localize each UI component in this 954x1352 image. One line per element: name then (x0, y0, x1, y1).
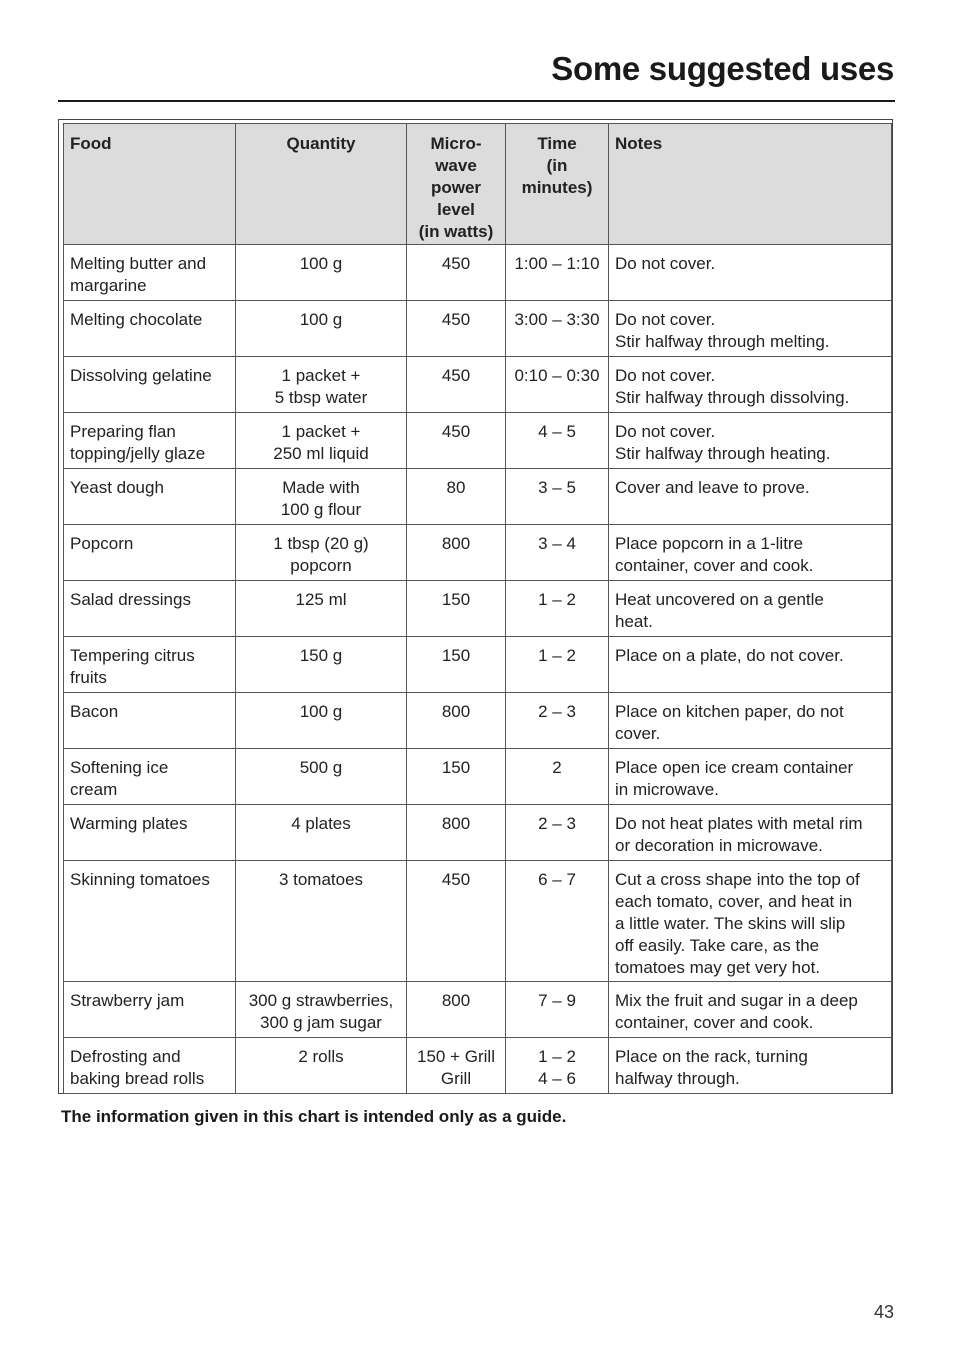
cell-food: Preparing flan topping/jelly glaze (64, 413, 236, 469)
cell-time: 1 – 2 4 – 6 (506, 1038, 609, 1094)
cell-food: Melting butter and margarine (64, 245, 236, 301)
cell-power: 800 (407, 982, 506, 1038)
cell-quantity: Made with 100 g flour (236, 469, 407, 525)
table-row (64, 469, 892, 525)
table-row (64, 749, 892, 805)
cell-time: 2 – 3 (506, 805, 609, 861)
cell-notes: Cover and leave to prove. (609, 469, 892, 525)
cell-food: Salad dressings (64, 581, 236, 637)
cell-food: Defrosting and baking bread rolls (64, 1038, 236, 1094)
cell-food: Bacon (64, 693, 236, 749)
cell-food: Melting chocolate (64, 301, 236, 357)
cell-power: 150 (407, 749, 506, 805)
cell-time: 2 (506, 749, 609, 805)
cell-quantity: 100 g (236, 301, 407, 357)
column-header-food: Food (64, 124, 236, 245)
cell-food: Strawberry jam (64, 982, 236, 1038)
table-row (64, 357, 892, 413)
cell-notes: Place on a plate, do not cover. (609, 637, 892, 693)
suggested-uses-table (63, 123, 892, 1094)
table-row (64, 637, 892, 693)
cell-time: 2 – 3 (506, 693, 609, 749)
cell-quantity: 125 ml (236, 581, 407, 637)
cell-food: Yeast dough (64, 469, 236, 525)
column-header-notes: Notes (609, 124, 892, 245)
cell-power: 450 (407, 413, 506, 469)
cell-time: 6 – 7 (506, 861, 609, 982)
table-row (64, 982, 892, 1038)
cell-power: 450 (407, 357, 506, 413)
table-row (64, 693, 892, 749)
cell-power: 450 (407, 301, 506, 357)
table-row (64, 413, 892, 469)
column-header-power-level: Micro- wave power level (in watts) (407, 124, 506, 245)
table-row (64, 1038, 892, 1094)
cell-quantity: 2 rolls (236, 1038, 407, 1094)
cell-time: 1 – 2 (506, 581, 609, 637)
cell-power: 450 (407, 861, 506, 982)
table-row (64, 805, 892, 861)
cell-notes: Do not cover. Stir halfway through dissolving. (609, 357, 892, 413)
table-row (64, 525, 892, 581)
cell-power: 800 (407, 693, 506, 749)
cell-notes: Heat uncovered on a gentle heat. (609, 581, 892, 637)
cell-quantity: 1 packet + 5 tbsp water (236, 357, 407, 413)
page-number: 43 (873, 1302, 894, 1322)
cell-power: 800 (407, 805, 506, 861)
column-header-quantity: Quantity (236, 124, 407, 245)
cell-time: 3 – 5 (506, 469, 609, 525)
table-header-row (64, 124, 892, 245)
cell-food: Tempering citrus fruits (64, 637, 236, 693)
cell-notes: Place open ice cream container in microwave. (609, 749, 892, 805)
cell-notes: Mix the fruit and sugar in a deep container, cover and cook. (609, 982, 892, 1038)
cell-time: 3:00 – 3:30 (506, 301, 609, 357)
table-row (64, 581, 892, 637)
cell-notes: Place on kitchen paper, do not cover. (609, 693, 892, 749)
cell-time: 1:00 – 1:10 (506, 245, 609, 301)
cell-notes: Cut a cross shape into the top of each tomato, cover, and heat in a little water. The skins will slip off easily. Take care, as the tomatoes may get very hot. (609, 861, 892, 982)
cell-power: 150 + Grill Grill (407, 1038, 506, 1094)
cell-power: 150 (407, 581, 506, 637)
cell-time: 3 – 4 (506, 525, 609, 581)
cell-quantity: 100 g (236, 693, 407, 749)
cell-notes: Do not cover. Stir halfway through melting. (609, 301, 892, 357)
column-header-time: Time (in minutes) (506, 124, 609, 245)
cell-quantity: 1 packet + 250 ml liquid (236, 413, 407, 469)
page-title: Some suggested uses (551, 50, 894, 87)
cell-quantity: 100 g (236, 245, 407, 301)
cell-power: 80 (407, 469, 506, 525)
cell-food: Popcorn (64, 525, 236, 581)
cell-power: 150 (407, 637, 506, 693)
cell-notes: Do not heat plates with metal rim or decoration in microwave. (609, 805, 892, 861)
cell-quantity: 300 g strawberries, 300 g jam sugar (236, 982, 407, 1038)
cell-notes: Do not cover. (609, 245, 892, 301)
cell-time: 7 – 9 (506, 982, 609, 1038)
cell-quantity: 150 g (236, 637, 407, 693)
cell-time: 0:10 – 0:30 (506, 357, 609, 413)
cell-quantity: 1 tbsp (20 g) popcorn (236, 525, 407, 581)
cell-notes: Do not cover. Stir halfway through heating. (609, 413, 892, 469)
cell-notes: Place popcorn in a 1-litre container, cover and cook. (609, 525, 892, 581)
cell-quantity: 500 g (236, 749, 407, 805)
cell-notes: Place on the rack, turning halfway through. (609, 1038, 892, 1094)
cell-quantity: 4 plates (236, 805, 407, 861)
cell-power: 450 (407, 245, 506, 301)
table-row (64, 301, 892, 357)
cell-food: Warming plates (64, 805, 236, 861)
title-divider (58, 100, 895, 102)
cell-time: 4 – 5 (506, 413, 609, 469)
cell-time: 1 – 2 (506, 637, 609, 693)
cell-food: Dissolving gelatine (64, 357, 236, 413)
cell-power: 800 (407, 525, 506, 581)
cell-quantity: 3 tomatoes (236, 861, 407, 982)
guide-disclaimer: The information given in this chart is intended only as a guide. (61, 1107, 567, 1126)
table-row (64, 861, 892, 982)
table-row (64, 245, 892, 301)
cell-food: Softening ice cream (64, 749, 236, 805)
cell-food: Skinning tomatoes (64, 861, 236, 982)
